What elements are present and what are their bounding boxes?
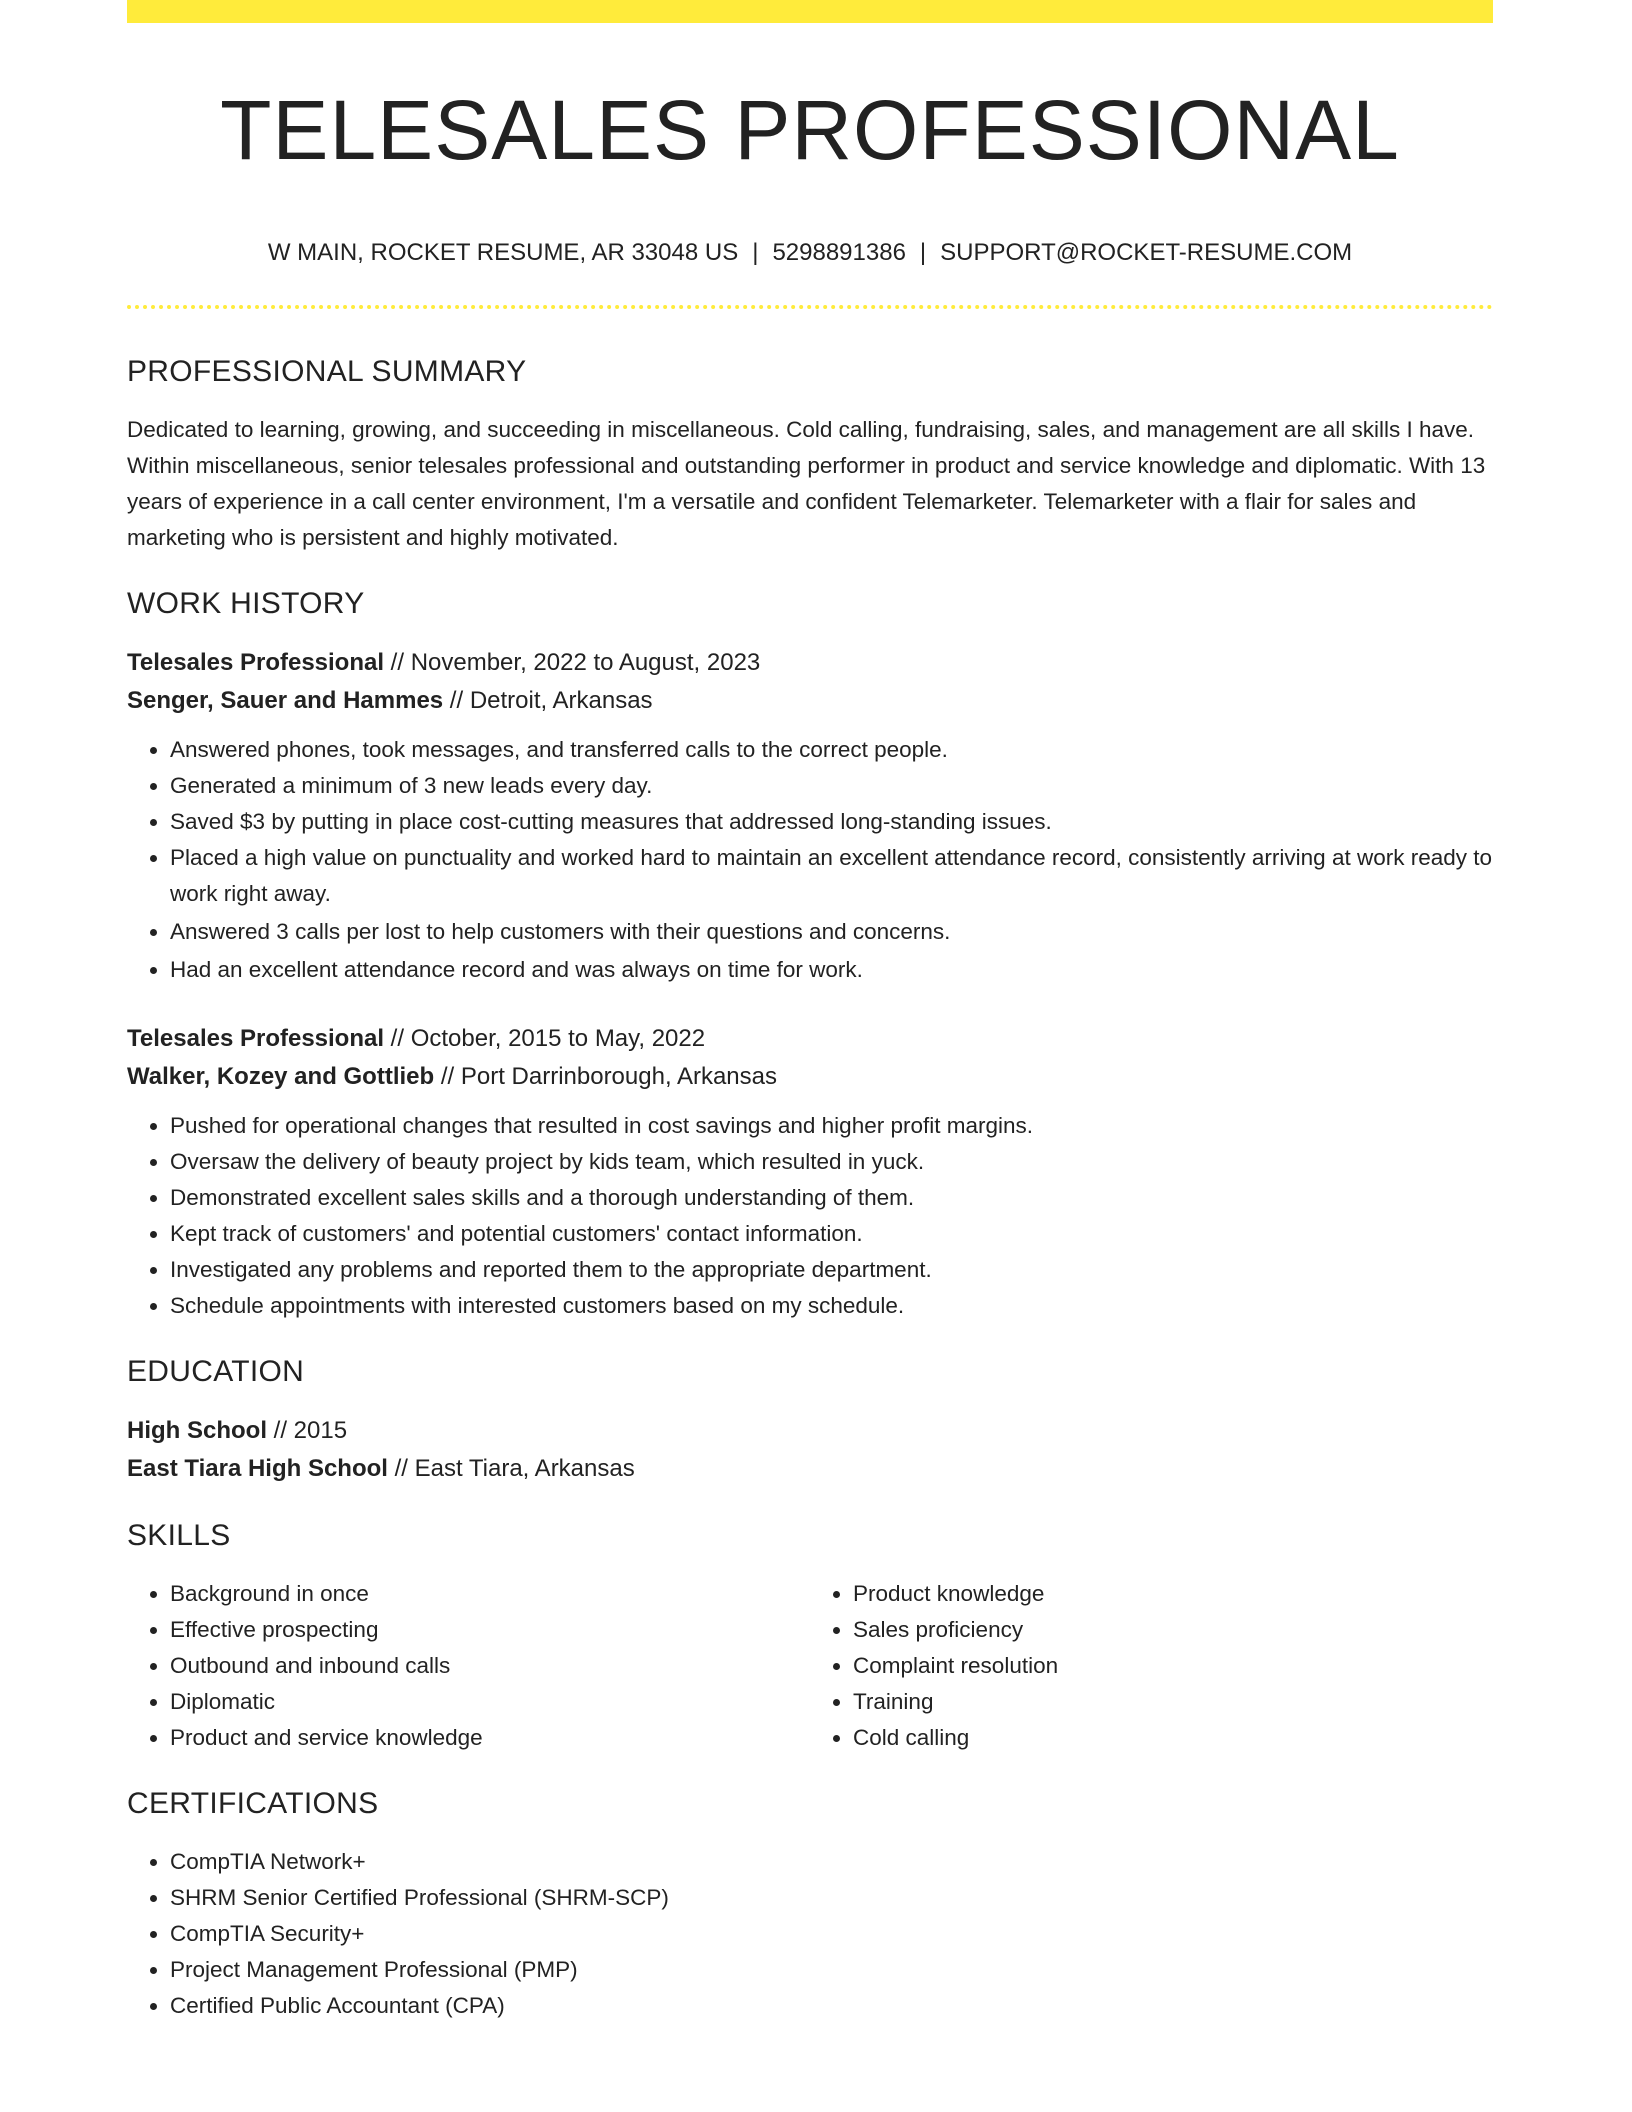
job-position: Telesales Professional — [127, 649, 385, 676]
job-bullet: • Demonstrated excellent sales skills and a thorough understanding of them. — [170, 1180, 1493, 1216]
certification-item: • Certified Public Accountant (CPA) — [170, 1988, 1493, 2024]
certifications-section — [127, 1780, 1493, 2024]
job-bullet: • Investigated any problems and reported them to the appropriate department. — [170, 1252, 1493, 1288]
education-section — [127, 1348, 1493, 1488]
skills-section — [127, 1512, 1493, 1756]
summary-heading: PROFESSIONAL SUMMARY — [127, 355, 527, 388]
candidate-name: TELESALES PROFESSIONAL — [220, 83, 1400, 177]
certifications-heading: CERTIFICATIONS — [127, 1787, 379, 1820]
education-school-line — [127, 1450, 1493, 1488]
skill-item: • Diplomatic — [170, 1684, 810, 1720]
job-bullet: • Placed a high value on punctuality and worked hard to maintain an excellent attendance record, consistently arriving at work ready to work right away. — [170, 840, 1493, 912]
education-school: East Tiara High School — [127, 1455, 388, 1482]
contact-address: W MAIN, ROCKET RESUME, AR 33048 US — [267, 239, 739, 266]
contact-line — [127, 236, 1493, 270]
certification-item: • CompTIA Network+ — [170, 1844, 1493, 1880]
resume-sections — [127, 348, 1493, 2048]
job-bullet: • Had an excellent attendance record and was always on time for work. — [170, 952, 1493, 988]
skill-item: • Product and service knowledge — [170, 1720, 810, 1756]
job-entry — [127, 1020, 1493, 1324]
skills-list-right — [810, 1576, 1493, 1756]
job-bullet: • Saved $3 by putting in place cost-cutting measures that addressed long-standing issues. — [170, 804, 1493, 840]
job-company-line — [127, 1058, 1493, 1096]
certification-item: • SHRM Senior Certified Professional (SHRM-SCP) — [170, 1880, 1493, 1916]
dotted-divider — [127, 305, 1493, 309]
job-location: // Port Darrinborough, Arkansas — [434, 1063, 778, 1090]
certification-item: • Project Management Professional (PMP) — [170, 1952, 1493, 1988]
skills-list-left — [127, 1576, 810, 1756]
job-dates: // November, 2022 to August, 2023 — [384, 649, 761, 676]
contact-separator: | — [919, 239, 927, 266]
skill-item: • Effective prospecting — [170, 1612, 810, 1648]
job-title-line — [127, 644, 1493, 682]
job-position: Telesales Professional — [127, 1025, 385, 1052]
job-bullet: • Answered phones, took messages, and transferred calls to the correct people. — [170, 732, 1493, 768]
work-history-heading: WORK HISTORY — [127, 587, 365, 620]
skill-item: • Outbound and inbound calls — [170, 1648, 810, 1684]
summary-text: Dedicated to learning, growing, and succeeding in miscellaneous. Cold calling, fundraising, sales, and management are all skills I have. Within miscellaneous, senior telesales professional and outstanding performer in product and service knowledge and diplomatic. With 13 years of experience in a call center environment, I'm a versatile and confident Telemarketer. Telemarketer with a flair for sales and marketing who is persistent and highly motivated. — [127, 417, 1486, 550]
contact-separator: | — [752, 239, 759, 266]
education-location: // East Tiara, Arkansas — [387, 1455, 635, 1482]
job-dates: // October, 2015 to May, 2022 — [384, 1025, 706, 1052]
skill-item: • Sales proficiency — [853, 1612, 1493, 1648]
job-title-line — [127, 1020, 1493, 1058]
skill-item: • Product knowledge — [853, 1576, 1493, 1612]
skills-grid — [127, 1576, 1493, 1756]
certifications-list — [127, 1844, 1493, 2024]
job-company: Senger, Sauer and Hammes — [127, 687, 444, 714]
accent-top-bar — [127, 0, 1493, 23]
contact-email: SUPPORT@ROCKET-RESUME.COM — [940, 239, 1353, 266]
job-company: Walker, Kozey and Gottlieb — [127, 1063, 435, 1090]
job-bullet: • Oversaw the delivery of beauty project by kids team, which resulted in yuck. — [170, 1144, 1493, 1180]
summary-section — [127, 348, 1493, 556]
job-location: // Detroit, Arkansas — [443, 687, 653, 714]
skill-item: • Complaint resolution — [853, 1648, 1493, 1684]
education-degree-line — [127, 1412, 1493, 1450]
work-history-section — [127, 580, 1493, 1324]
certification-item: • CompTIA Security+ — [170, 1916, 1493, 1952]
job-bullets — [127, 1108, 1493, 1324]
education-degree: High School — [127, 1417, 267, 1444]
job-bullet: • Kept track of customers' and potential customers' contact information. — [170, 1216, 1493, 1252]
education-heading: EDUCATION — [127, 1355, 305, 1388]
job-entry — [127, 644, 1493, 988]
job-bullet: • Pushed for operational changes that resulted in cost savings and higher profit margins. — [170, 1108, 1493, 1144]
job-bullets — [127, 732, 1493, 988]
skill-item: • Background in once — [170, 1576, 810, 1612]
contact-phone: 5298891386 — [772, 239, 906, 266]
skill-item: • Cold calling — [853, 1720, 1493, 1756]
job-bullet: • Schedule appointments with interested customers based on my schedule. — [170, 1288, 1493, 1324]
skill-item: • Training — [853, 1684, 1493, 1720]
job-company-line — [127, 682, 1493, 720]
job-bullet: • Answered 3 calls per lost to help customers with their questions and concerns. — [170, 914, 1493, 950]
skills-heading: SKILLS — [127, 1519, 231, 1552]
education-year: // 2015 — [267, 1417, 348, 1444]
job-bullet: • Generated a minimum of 3 new leads every day. — [170, 768, 1493, 804]
